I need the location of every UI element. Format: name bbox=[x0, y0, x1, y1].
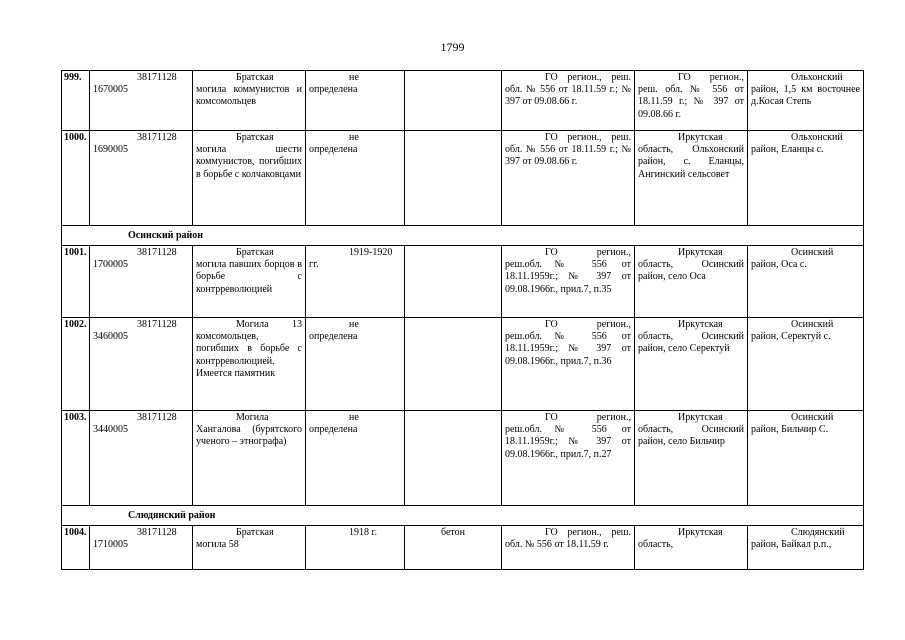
object-location: Иркутская область, Ольхонский район, с. Еланцы, Ангинский сельсовет bbox=[635, 131, 748, 226]
object-address: Осинский район, Серектуй с. bbox=[748, 318, 864, 411]
registry-code-line1: 38171128 bbox=[137, 132, 177, 143]
object-address: Осинский район, Бильчир С. bbox=[748, 411, 864, 506]
object-name: Братская могила шести коммунистов, погибших в борьбе с колчаковцами bbox=[193, 131, 306, 226]
entry-number: 999. bbox=[62, 71, 90, 131]
object-location: Иркутская область, Осинский район, село Оса bbox=[635, 246, 748, 318]
registry-code-line2: 3460005 bbox=[93, 331, 128, 343]
object-date: 1919-1920 гг. bbox=[306, 246, 405, 318]
registry-code bbox=[90, 71, 193, 131]
table-row bbox=[62, 131, 864, 226]
registry-code bbox=[90, 526, 193, 570]
object-date: 1918 г. bbox=[306, 526, 405, 570]
object-address: Слюдянский район, Байкал р.п., bbox=[748, 526, 864, 570]
object-date: не определена bbox=[306, 131, 405, 226]
object-name: Могила 13 комсомольцев, погибших в борьбе с контрреволюцией. Имеется памятник bbox=[193, 318, 306, 411]
object-date: не определена bbox=[306, 71, 405, 131]
registry-code-line1: 38171128 bbox=[137, 319, 177, 330]
registry-code-line2: 3440005 bbox=[93, 424, 128, 436]
object-location: Иркутская область, Осинский район, село Бильчир bbox=[635, 411, 748, 506]
table-row bbox=[62, 526, 864, 570]
object-location: Иркутская область, Осинский район, село Серектуй bbox=[635, 318, 748, 411]
object-location: Иркутская область, bbox=[635, 526, 748, 570]
entry-number: 1004. bbox=[62, 526, 90, 570]
section-title: Осинский район bbox=[62, 226, 864, 246]
object-address: Ольхонский район, Еланцы с. bbox=[748, 131, 864, 226]
section-row bbox=[62, 226, 864, 246]
heritage-register-table bbox=[61, 70, 864, 570]
section-title: Слюдянский район bbox=[62, 506, 864, 526]
object-name: Братская могила павших борцов в борьбе с контрреволюцией bbox=[193, 246, 306, 318]
protection-document: ГО регион., реш.обл.№ 556 от 18.11.1959г.; № 397 от 09.08.1966г., прил.7, п.27 bbox=[502, 411, 635, 506]
registry-code-line1: 38171128 bbox=[137, 412, 177, 423]
object-material bbox=[405, 131, 502, 226]
protection-document: ГО регион., реш. обл. № 556 от 18.11.59 г.; № 397 от 09.08.66 г. bbox=[502, 131, 635, 226]
object-date: не определена bbox=[306, 318, 405, 411]
object-name: Братская могила 58 bbox=[193, 526, 306, 570]
page-number: 1799 bbox=[440, 40, 465, 54]
protection-document: ГО регион., реш.обл.№ 556 от 18.11.1959г.; № 397 от 09.08.1966г., прил.7, п.36 bbox=[502, 318, 635, 411]
register-body bbox=[62, 71, 864, 570]
registry-code bbox=[90, 318, 193, 411]
registry-code-line2: 1670005 bbox=[93, 84, 128, 96]
registry-code bbox=[90, 246, 193, 318]
object-location: ГО регион., реш. обл. № 556 от 18.11.59 г.; № 397 от 09.08.66 г. bbox=[635, 71, 748, 131]
protection-document: ГО регион., реш. обл. № 556 от 18.11.59 г.; № 397 от 09.08.66 г. bbox=[502, 71, 635, 131]
object-material bbox=[405, 411, 502, 506]
registry-code bbox=[90, 411, 193, 506]
registry-code-line2: 1700005 bbox=[93, 259, 128, 271]
object-name: Братская могила коммунистов и комсомольцев bbox=[193, 71, 306, 131]
registry-code-line1: 38171128 bbox=[137, 72, 177, 83]
object-address: Ольхонский район, 1,5 км восточнее д.Косая Степь bbox=[748, 71, 864, 131]
registry-code-line1: 38171128 bbox=[137, 247, 177, 258]
object-name: Могила Хангалова (бурятского ученого – этнографа) bbox=[193, 411, 306, 506]
object-material bbox=[405, 71, 502, 131]
entry-number: 1002. bbox=[62, 318, 90, 411]
object-material: бетон bbox=[405, 526, 502, 570]
entry-number: 1001. bbox=[62, 246, 90, 318]
registry-code bbox=[90, 131, 193, 226]
object-material bbox=[405, 246, 502, 318]
object-address: Осинский район, Оса с. bbox=[748, 246, 864, 318]
object-date: не определена bbox=[306, 411, 405, 506]
section-row bbox=[62, 506, 864, 526]
table-row bbox=[62, 318, 864, 411]
registry-code-line1: 38171128 bbox=[137, 527, 177, 538]
protection-document: ГО регион., реш.обл.№ 556 от 18.11.1959г.; № 397 от 09.08.1966г., прил.7, п.35 bbox=[502, 246, 635, 318]
table-row bbox=[62, 411, 864, 506]
registry-code-line2: 1710005 bbox=[93, 539, 128, 551]
entry-number: 1000. bbox=[62, 131, 90, 226]
entry-number: 1003. bbox=[62, 411, 90, 506]
object-material bbox=[405, 318, 502, 411]
table-row bbox=[62, 71, 864, 131]
registry-code-line2: 1690005 bbox=[93, 144, 128, 156]
protection-document: ГО регион., реш. обл. № 556 от 18.11.59 г. bbox=[502, 526, 635, 570]
table-row bbox=[62, 246, 864, 318]
